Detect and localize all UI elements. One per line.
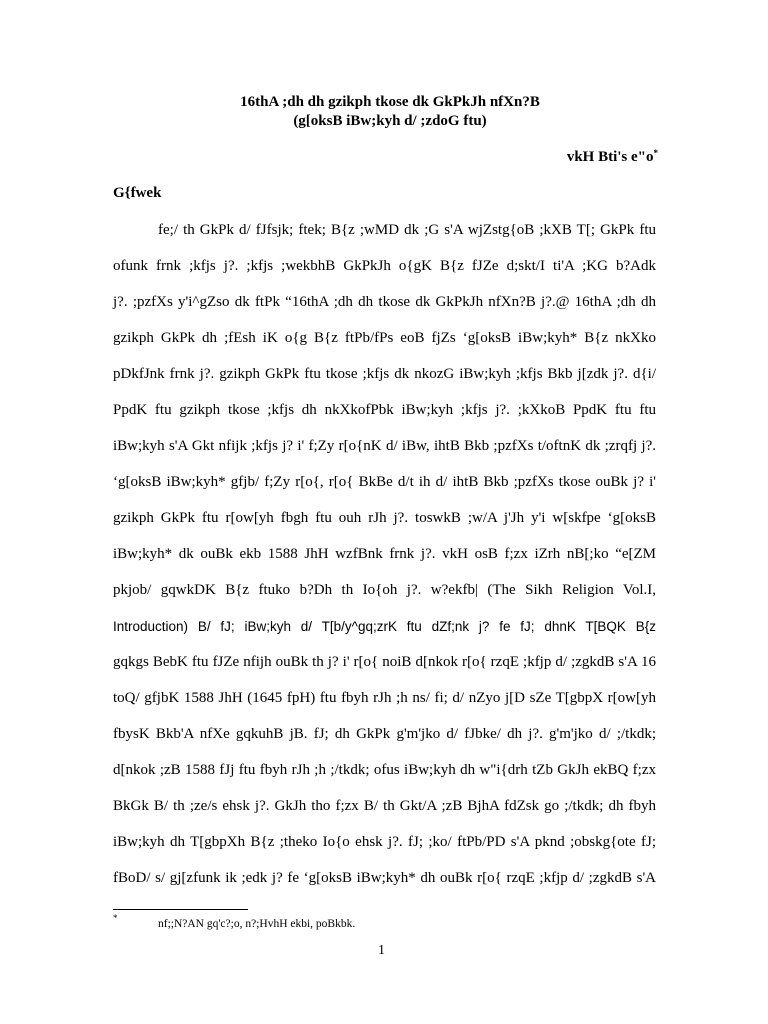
- body-line: ‘g[oksB iBw;kyh* gfjb/ f;Zy r[o{, r[o{ BkBe d/t ih d/ ihtB Bkb ;pzfXs tkose ouBk j? i': [113, 474, 656, 490]
- footnote-mark: *: [113, 913, 118, 923]
- page-number: 1: [378, 943, 385, 958]
- body-line: pkjob/ gqwkDK B{z ftuko b?Dh th Io{oh j?. w?ekfb| (The Sikh Religion Vol.I,: [113, 582, 656, 598]
- body-line: ofunk frnk ;kfjs j?. ;kfjs ;wekbhB GkPkJh o{gK B{z fJZe d;skt/I ti'A ;KG b?Adk: [113, 258, 656, 274]
- body-line: fe;/ th GkPk d/ fJfsjk; ftek; B{z ;wMD dk ;G s'A wjZstg{oB ;kXB T[; GkPk ftu: [158, 222, 656, 238]
- body-line: BkGk B/ th ;ze/s ehsk j?. GkJh tho f;zx B/ th Gkt/A ;zB BjhA fdZsk go ;/tkdk; dh fbyh: [113, 798, 656, 814]
- body-line: gzikph GkPk ftu r[ow[yh fbgh ftu ouh rJh j?. toswkB ;w/A j'Jh y'i w[skfpe ‘g[oksB: [113, 510, 656, 526]
- body-line: gqkgs BebK ftu fJZe nfijh ouBk th j? i' r[o{ noiB d[nkok r[o{ rzqE ;kfjp d/ ;zgkdB s'A 16: [113, 654, 656, 670]
- title-line-2: (g[oksB iBw;kyh d/ ;zdoG ftu): [293, 113, 487, 129]
- body-line: j?. ;pzfXs y'i^gZso dk ftPk “16thA ;dh dh tkose dk GkPkJh nfXn?B j?.@ 16thA ;dh dh: [113, 294, 656, 310]
- body-line: gzikph GkPk dh ;fEsh iK o{g B{z ftPb/fPs eoB fjZs ‘g[oksB iBw;kyh* B{z nkXko: [113, 330, 656, 346]
- body-line: fbysK Bkb'A nfXe gqkuhB jB. fJ; dh GkPk g'm'jko d/ fJbke/ dh j?. g'm'jko d/ ;/tkdk;: [113, 726, 656, 742]
- author-name: [567, 148, 658, 166]
- body-line: iBw;kyh s'A Gkt nfijk ;kfjs j? i' f;Zy r[o{nK d/ iBw, ihtB Bkb ;pzfXs t/oftnK dk ;zrqfj j?.: [113, 438, 656, 454]
- body-line: pDkfJnk frnk j?. gzikph GkPk ftu tkose ;kfjs dk nkozG iBw;kyh ;kfjs Bkb j[zdk j?. d{i/: [113, 366, 656, 382]
- footnote-text: nf;;N?AN gq'c?;o, n?;HvhH ekbi, poBkbk.: [158, 918, 356, 930]
- author-text: vkH Bti's e"o: [566, 149, 654, 165]
- body-line: iBw;kyh* dk ouBk ekb 1588 JhH wzfBnk frnk j?. vkH osB f;zx iZrh nB[;ko “e[ZM: [113, 546, 656, 562]
- section-heading: G{fwek: [113, 185, 162, 201]
- body-line: PpdK ftu gzikph tkose ;kfjs dh nkXkofPbk iBw;kyh ;kfjs j?. ;kXkoB PpdK ftu ftu: [113, 402, 656, 418]
- body-line: d[nkok ;zB 1588 fJj ftu fbyh rJh ;h ;/tkdk; ofus iBw;kyh dh w"i{drh tZb GkJh ekBQ f;zx: [113, 762, 656, 778]
- body-line: Introduction) B/ fJ; iBw;kyh d/ T[b/y^gq;zrK ftu dZf;nk j? fe fJ; dhnK T[BQK B{z: [113, 619, 656, 634]
- title-line-1: 16thA ;dh dh gzikph tkose dk GkPkJh nfXn?B: [240, 94, 540, 110]
- body-line: toQ/ gfjbK 1588 JhH (1645 fpH) ftu fbyh rJh ;h ns/ fi; d/ nZyo j[D sZe T[gbpX r[ow[yh: [113, 690, 656, 706]
- body-line: iBw;kyh dh T[gbpXh B{z ;theko Io{o ehsk j?. fJ; ;ko/ ftPb/PD s'A pknd ;obskg{ote fJ;: [113, 834, 656, 850]
- author-footnote-mark: *: [653, 148, 658, 158]
- footnote-divider: [113, 909, 248, 910]
- body-line: fBoD/ s/ gj[zfunk ik ;edk j? fe ‘g[oksB iBw;kyh* dh ouBk r[o{ rzqE ;kfjp d/ ;zgkdB s'A: [113, 870, 656, 886]
